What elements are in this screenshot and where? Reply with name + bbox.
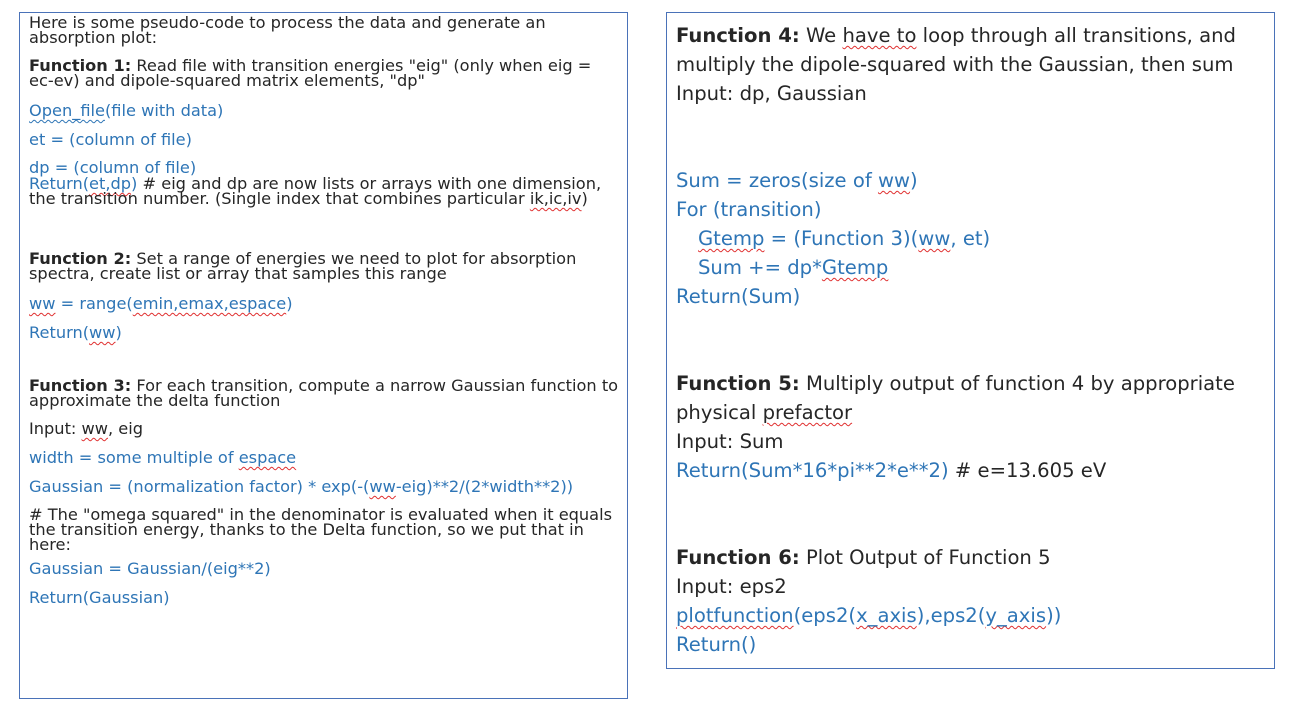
sum-add-line xyxy=(676,253,1266,282)
right-text-box xyxy=(666,12,1275,669)
function-2-desc: Set a range of energies we need to plot for absorption spectra, create list or array that samples this range xyxy=(29,249,577,283)
gtemp-b: = (Function 3)( xyxy=(764,227,919,250)
gaussian-ww: ww xyxy=(369,477,396,496)
width-text: width = some multiple of xyxy=(29,448,239,467)
return-prefactor-code: Return(Sum*16*pi**2*e**2) xyxy=(676,459,949,482)
plotfunction-name: plotfunction xyxy=(676,604,794,627)
ww-range-close: ) xyxy=(286,294,293,313)
sum-zeros-a: Sum = zeros(size of xyxy=(676,169,878,192)
gtemp-line xyxy=(676,224,1266,253)
function-4-input: Input: dp, Gaussian xyxy=(676,82,867,105)
gtemp-var: Gtemp xyxy=(698,227,765,250)
omega-comment: # The "omega squared" in the denominator is evaluated when it equals the transition energy, thanks to the Delta function, so we put that in here: xyxy=(29,505,613,554)
function-3-title: Function 3: xyxy=(29,376,132,395)
et-line: et = (column of file) xyxy=(29,130,192,149)
sum-add-gtemp: Gtemp xyxy=(821,256,889,279)
function-5-title: Function 5: xyxy=(676,372,800,395)
plotfunction-close: )) xyxy=(1046,604,1062,627)
gaussian-a: Gaussian = (normalization factor) * exp(-( xyxy=(29,477,370,496)
sum-zeros-ww: ww xyxy=(877,169,911,192)
sum-add-a: Sum += dp* xyxy=(698,256,822,279)
return-et-dp-line xyxy=(29,176,619,206)
function-5-prefactor: prefactor xyxy=(762,401,853,424)
ww-range-open: = range( xyxy=(55,294,133,313)
return-ww-arg: ww xyxy=(89,323,116,342)
input-ww: ww xyxy=(81,419,108,438)
function-4-desc-b: have to xyxy=(842,24,917,47)
return-empty-line: Return() xyxy=(676,633,757,656)
sum-zeros-close: ) xyxy=(910,169,918,192)
return-ww-line xyxy=(29,318,619,347)
return-ww-open: Return( xyxy=(29,323,90,342)
function-2-description xyxy=(29,251,619,281)
input-eig: , eig xyxy=(108,419,144,438)
return-comment-end: ) xyxy=(581,189,588,208)
function-6-input: Input: eps2 xyxy=(676,575,787,598)
plotfunction-x-axis: x_axis xyxy=(856,604,917,627)
function-4-desc-a: We xyxy=(799,24,843,47)
return-comment-index: ik,ic,iv xyxy=(529,189,582,208)
function-5-input: Input: Sum xyxy=(676,430,784,453)
ww-range-line xyxy=(29,289,619,318)
sum-zeros-line xyxy=(676,166,1266,195)
return-sum-line: Return(Sum) xyxy=(676,285,801,308)
function-1-description xyxy=(29,58,619,88)
function-1-desc: Read file with transition energies "eig" (only when eig = ec-ev) and dipole-squared matrix elements, "dp" xyxy=(29,56,592,90)
gtemp-d: , et) xyxy=(950,227,991,250)
return-gaussian-line: Return(Gaussian) xyxy=(29,588,170,607)
function-5-desc-a: Multiply output of function 4 by appropriate physical xyxy=(676,372,1235,424)
open-file-rest: (file with data) xyxy=(104,101,224,120)
gtemp-ww: ww xyxy=(918,227,951,250)
function-3-description xyxy=(29,378,619,408)
gaussian-c: -eig)**2/(2*width**2)) xyxy=(395,477,574,496)
gaussian-divide-line: Gaussian = Gaussian/(eig**2) xyxy=(29,559,271,578)
function-5-description xyxy=(676,369,1266,427)
width-line xyxy=(29,443,619,472)
open-file-word: Open_file xyxy=(29,101,105,120)
return-comment: # eig and dp are now lists or arrays with one dimension, the transition number. (Single index that combines particular xyxy=(29,174,602,208)
function-4-description xyxy=(676,21,1266,79)
function-6-description xyxy=(676,543,1266,572)
plotfunction-line xyxy=(676,601,1266,630)
left-text-box xyxy=(19,12,628,699)
input-label: Input: xyxy=(29,419,82,438)
function-3-desc: For each transition, compute a narrow Gaussian function to approximate the delta function xyxy=(29,376,619,410)
return-prefactor-line xyxy=(676,456,1266,485)
return-open: Return( xyxy=(29,174,90,193)
return-close: ) xyxy=(131,174,138,193)
for-transition-line: For (transition) xyxy=(676,198,822,221)
function-6-title: Function 6: xyxy=(676,546,800,569)
return-ww-close: ) xyxy=(115,323,122,342)
open-file-line xyxy=(29,96,619,125)
ww-range-args: emin,emax,espace xyxy=(132,294,287,313)
function-1-title: Function 1: xyxy=(29,56,132,75)
function-4-title: Function 4: xyxy=(676,24,800,47)
dp-line: dp = (column of file) xyxy=(29,158,197,177)
function-2-title: Function 2: xyxy=(29,249,132,268)
function-6-desc: Plot Output of Function 5 xyxy=(799,546,1051,569)
width-espace: espace xyxy=(238,448,297,467)
intro-text: Here is some pseudo-code to process the data and generate an absorption plot: xyxy=(29,13,546,47)
plotfunction-b: (eps2( xyxy=(793,604,857,627)
return-prefactor-comment: # e=13.605 eV xyxy=(948,459,1107,482)
gaussian-line xyxy=(29,472,619,501)
function-3-input xyxy=(29,414,619,443)
return-args: et,dp xyxy=(89,174,132,193)
ww-var: ww xyxy=(29,294,56,313)
function-4-desc-c: loop through all transitions, and multiply the dipole-squared with the Gaussian, then sum xyxy=(676,24,1236,76)
plotfunction-y-axis: y_axis xyxy=(985,604,1047,627)
plotfunction-d: ),eps2( xyxy=(916,604,986,627)
